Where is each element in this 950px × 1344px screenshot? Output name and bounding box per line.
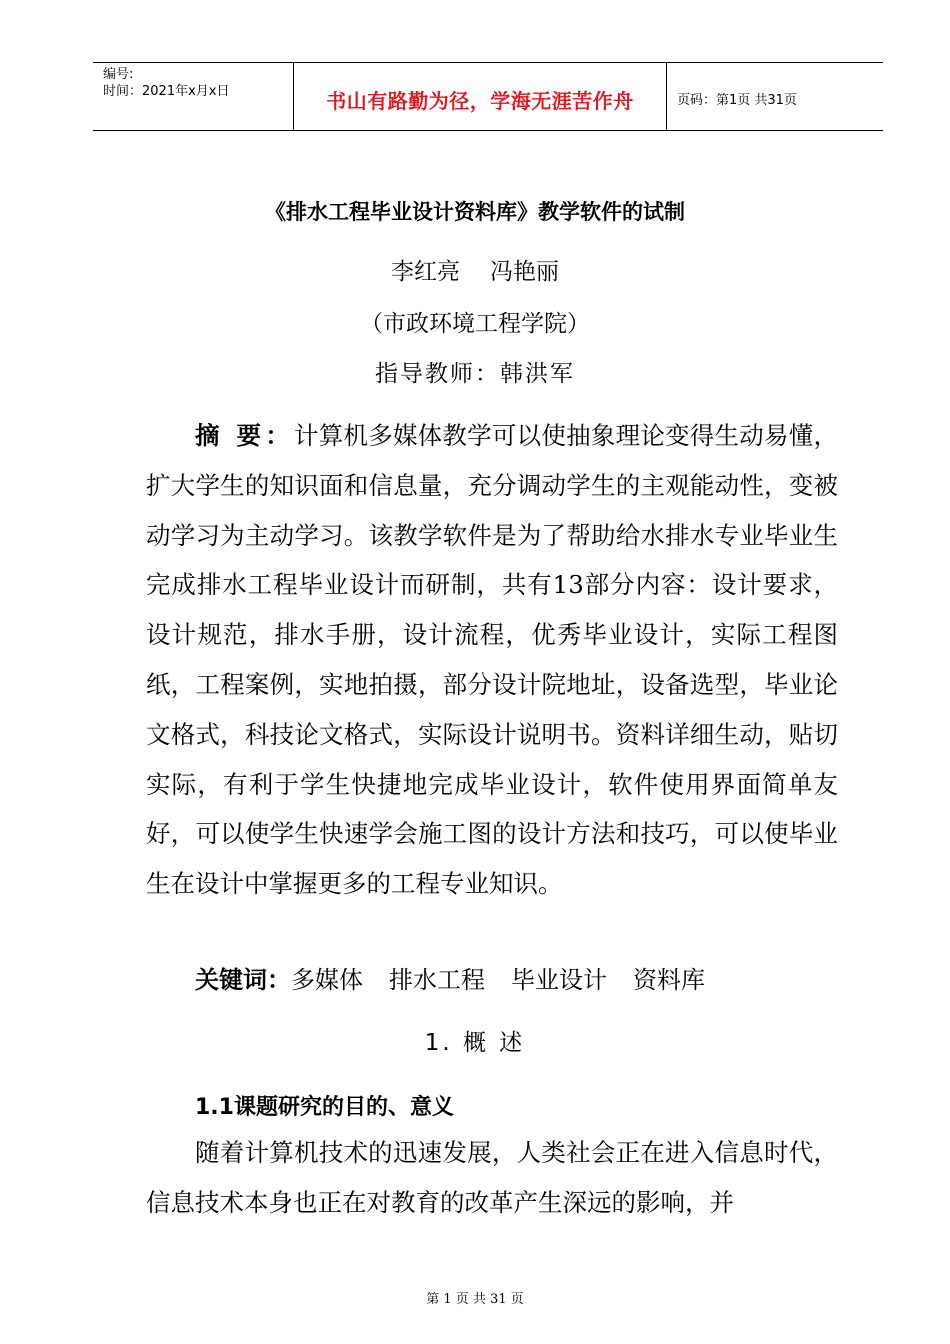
- author-name: 冯艳丽: [490, 259, 559, 285]
- keyword: 多媒体: [291, 966, 363, 994]
- document-number-label: 编号:: [103, 67, 134, 82]
- keywords-line: [195, 960, 731, 995]
- abstract-label: 摘 要：: [195, 421, 294, 450]
- header-page-info: 页码：第1页 共31页: [677, 93, 797, 108]
- abstract-text: 计算机多媒体教学可以使抽象理论变得生动易懂，扩大学生的知识面和信息量，充分调动学生的主观能动性，变被动学习为主动学习。该教学软件是为了帮助给水排水专业毕业生完成排水工程毕业设计而研制，共有13部分内容：设计要求，设计规范，排水手册，设计流程，优秀毕业设计，实际工程图纸，工程案例，实地拍摄，部分设计院地址，设备选型，毕业论文格式，科技论文格式，实际设计说明书。资料详细生动，贴切实际，有利于学生快捷地完成毕业设计，软件使用界面简单友好，可以使学生快速学会施工图的设计方法和技巧，可以使毕业生在设计中掌握更多的工程专业知识。: [146, 421, 838, 899]
- page-footer: 第 1 页 共 31 页: [426, 1292, 524, 1307]
- header-page-cell: [667, 63, 883, 130]
- document-title: 《排水工程毕业设计资料库》教学软件的试制: [265, 200, 685, 224]
- document-time-label: 时间：2021年x月x日: [103, 84, 230, 99]
- keyword: 排水工程: [389, 966, 485, 994]
- abstract-paragraph: [146, 411, 838, 909]
- advisor: 指导教师：韩洪军: [375, 361, 575, 387]
- keywords-label: 关键词：: [195, 966, 291, 994]
- header-motto: 书山有路勤为径，学海无涯苦作舟: [326, 89, 634, 113]
- intro-paragraph: 随着计算机技术的迅速发展，人类社会正在进入信息时代，信息技术本身也正在对教育的改革产生深远的影响，并: [146, 1138, 838, 1217]
- page-header: [93, 62, 883, 131]
- author-name: 李红亮: [391, 259, 460, 285]
- keyword: 毕业设计: [511, 966, 607, 994]
- affiliation: （市政环境工程学院）: [360, 311, 590, 337]
- keyword: 资料库: [633, 966, 705, 994]
- author-list: [0, 253, 950, 286]
- header-meta-cell: [93, 63, 294, 130]
- header-motto-cell: [294, 63, 667, 130]
- subsection-heading: 1.1课题研究的目的、意义: [195, 1095, 454, 1120]
- section-heading: 1. 概 述: [424, 1030, 526, 1056]
